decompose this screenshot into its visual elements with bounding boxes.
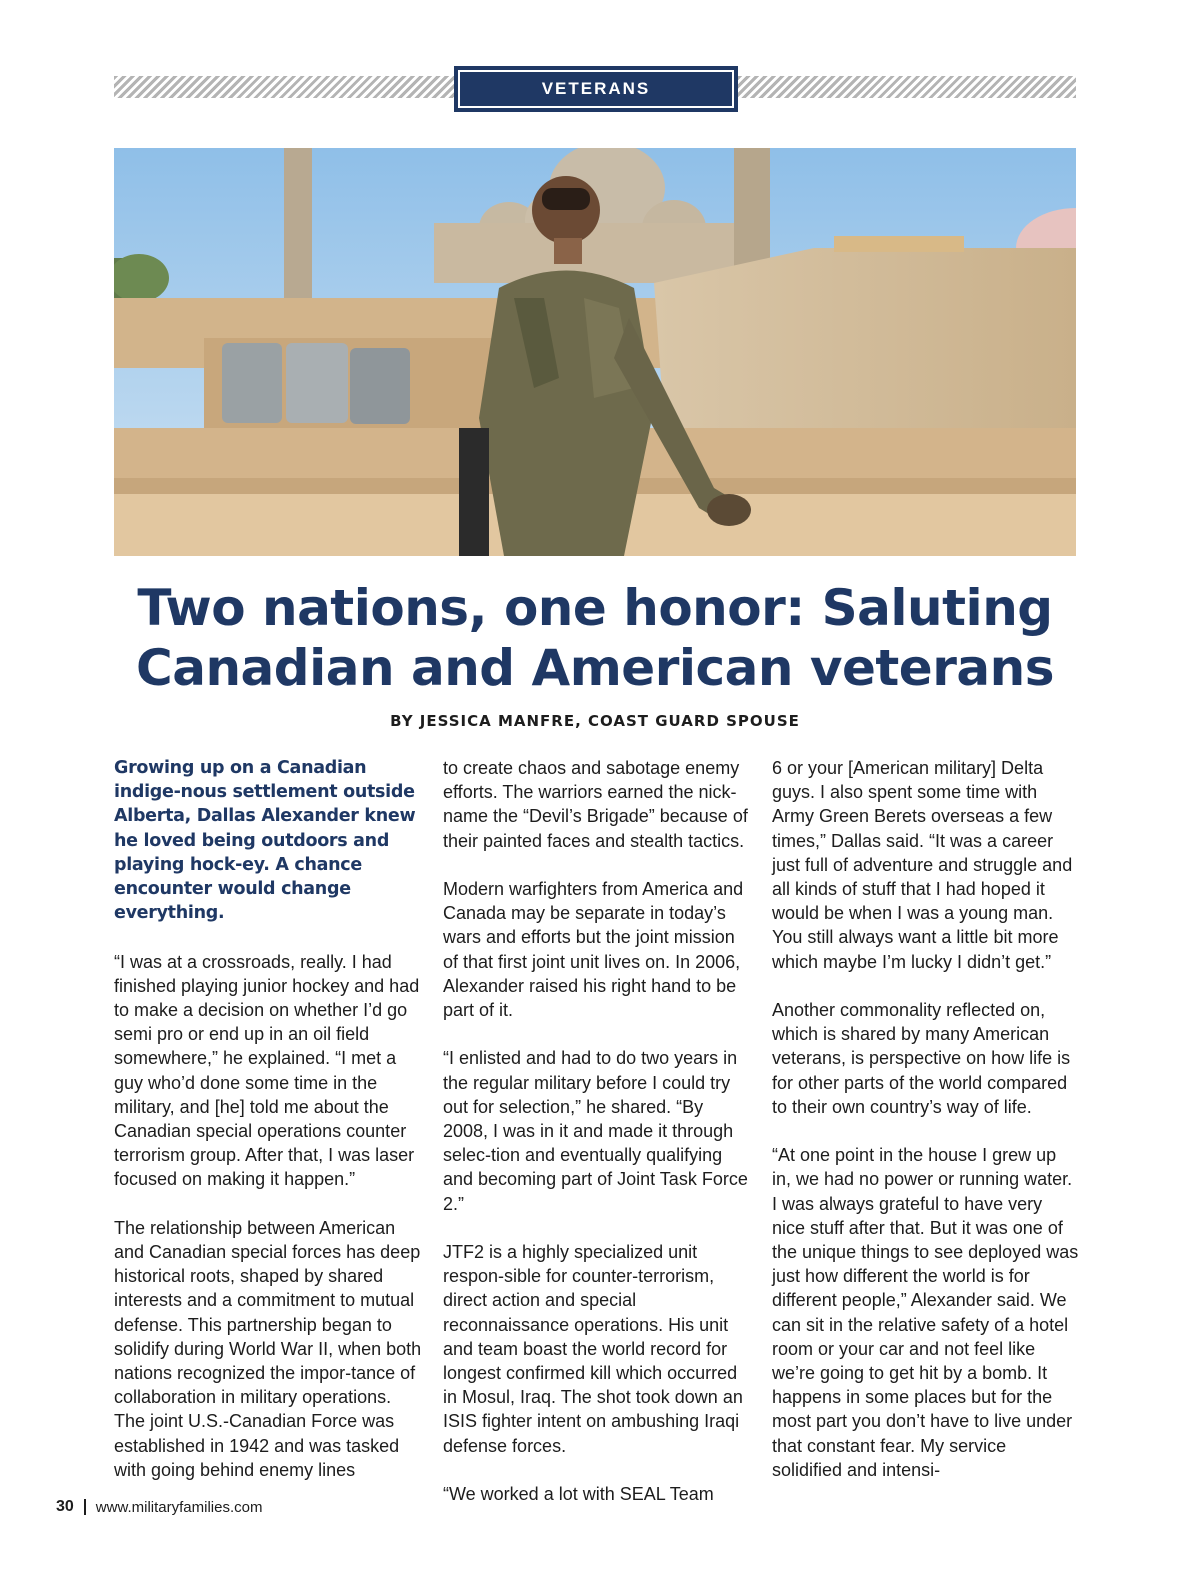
soldier-rooftop-image — [114, 148, 1076, 556]
body-paragraph: JTF2 is a highly specialized unit respon-sible for counter-terrorism, direct action and special reconnaissance operations. His unit and team boast the world record for longest confirmed kill which occurred in Mosul, Iraq. The shot took down an ISIS fighter intent on ambushing Iraqi defense forces. — [443, 1242, 743, 1456]
byline: BY JESSICA MANFRE, COAST GUARD SPOUSE — [390, 712, 800, 730]
body-paragraph: Modern warfighters from America and Canada may be separate in today’s wars and efforts but the joint mission of that first joint unit lives on. In 2006, Alexander raised his right hand to be part of it. — [443, 879, 744, 1021]
page-number: 30 — [56, 1498, 74, 1515]
page-footer — [56, 1498, 262, 1516]
column-3 — [772, 756, 1080, 1506]
headline-line-2: Canadian and American veterans — [136, 639, 1054, 697]
section-label: VETERANS — [541, 79, 651, 98]
section-tag — [454, 66, 738, 112]
body-paragraph: Another commonality reflected on, which is shared by many American veterans, is perspective on how life is for other parts of the world compared to their own country’s way of life. — [772, 1000, 1071, 1117]
article-headline — [80, 578, 1110, 698]
headline-line-1: Two nations, one honor: Saluting — [137, 579, 1053, 637]
footer-divider — [84, 1499, 86, 1515]
column-1 — [114, 756, 422, 1506]
lead-paragraph: Growing up on a Canadian indige-nous settlement outside Alberta, Dallas Alexander knew he loved being outdoors and playing hock-ey. A chance encounter would change everything. — [114, 758, 416, 924]
column-2 — [443, 756, 751, 1530]
body-paragraph: 6 or your [American military] Delta guys. I also spent some time with Army Green Berets overseas a few times,” Dallas said. “It was a career just full of adventure and struggle and all kinds of stuff that I had hoped it would be when I was a young man. You still always want a little bit more which maybe I’m lucky I didn’t get.” — [772, 758, 1073, 972]
body-paragraph: “I enlisted and had to do two years in the regular military before I could try out for selection,” he shared. “By 2008, I was in it and made it through selec-tion and eventually qualifying and becoming part of Joint Task Force 2.” — [443, 1048, 748, 1214]
body-paragraph: “I was at a crossroads, really. I had finished playing junior hockey and had to make a decision on whether I’d go semi pro or end up in an oil field somewhere,” he explained. “I met a guy who’d done some time in the military, and [he] told me about the Canadian special operations counter terrorism group. After that, I was laser focused on making it happen.” — [114, 951, 420, 1190]
body-paragraph: to create chaos and sabotage enemy efforts. The warriors earned the nick-name the “Devil’s Brigade” because of their painted faces and stealth tactics. — [443, 758, 748, 851]
footer-url[interactable]: www.militaryfamilies.com — [95, 1498, 263, 1516]
hero-photo — [114, 148, 1076, 556]
section-rule-right — [738, 76, 1076, 98]
body-paragraph: The relationship between American and Canadian special forces has deep historical roots, shaped by shared interests and a commitment to mutual defense. This partnership began to solidify during World War II, when both nations recognized the impor-tance of collaboration in military operations. The joint U.S.-Canadian Force was established in 1942 and was tasked with going behind enemy lines — [114, 1217, 422, 1480]
body-paragraph: “At one point in the house I grew up in, we had no power or running water. I was always grateful to have very nice stuff after that. But it was one of the unique things to see deployed was just how different the world is for different people,” Alexander said. We can sit in the relative safety of a hotel room or your car and not feel like we’re going to get hit by a bomb. It happens in some places but for the most part you don’t have to live under that constant fear. My service solidified and intensi- — [772, 1145, 1079, 1480]
body-paragraph: “We worked a lot with SEAL Team — [443, 1484, 714, 1505]
section-rule-left — [114, 76, 454, 98]
